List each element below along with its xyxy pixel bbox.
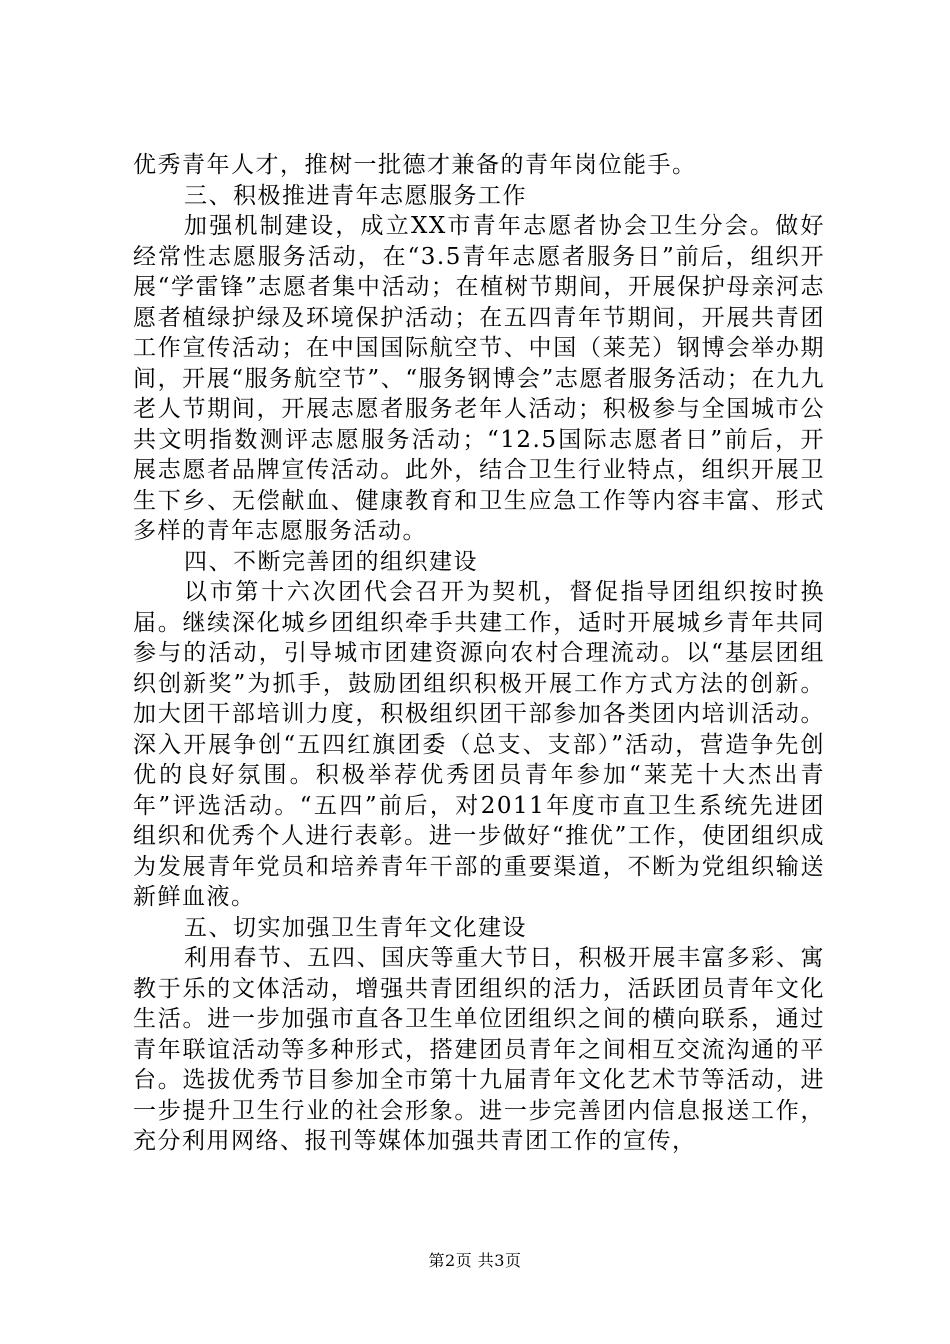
document-body <box>133 150 825 1157</box>
paragraph-organization-building: 以市第十六次团代会召开为契机，督促指导团组织按时换届。继续深化城乡团组织牵手共建工作，适时开展城乡青年共同参与的活动，引导城市团建资源向农村合理流动。以“基层团组织创新奖”为抓手，鼓励团组织积极开展工作方式方法的创新。加大团干部培训力度，积极组织团干部参加各类团内培训活动。深入开展争创“五四红旗团委（总支、支部）”活动，营造争先创优的良好氛围。积极举荐优秀团员青年参加“莱芜十大杰出青年”评选活动。“五四”前后，对2011年度市直卫生系统先进团组织和优秀个人进行表彰。进一步做好“推优”工作，使团组织成为发展青年党员和培养青年干部的重要渠道，不断为党组织输送新鲜血液。 <box>133 579 825 910</box>
paragraph-continuation: 优秀青年人才，推树一批德才兼备的青年岗位能手。 <box>133 152 697 178</box>
page-footer <box>0 1248 950 1271</box>
paragraph-culture-building: 利用春节、五四、国庆等重大节日，积极开展丰富多彩、寓教于乐的文体活动，增强共青团组织的活力，活跃团员青年文化生活。进一步加强市直各卫生单位团组织之间的横向联系，通过青年联谊活动等多种形式，搭建团员青年之间相互交流沟通的平台。选拔优秀节目参加全市第十九届青年文化艺术节等活动，进一步提升卫生行业的社会形象。进一步完善团内信息报送工作，充分利用网络、报刊等媒体加强共青团工作的宣传， <box>133 945 825 1154</box>
section-heading-5: 五、切实加强卫生青年文化建设 <box>184 914 527 941</box>
paragraph-volunteer-service: 加强机制建设，成立XX市青年志愿者协会卫生分会。做好经常性志愿服务活动，在“3.5青年志愿者服务日”前后，组织开展“学雷锋”志愿者集中活动；在植树节期间，开展保护母亲河志愿者植绿护绿及环境保护活动；在五四青年节期间，开展共青团工作宣传活动；在中国国际航空节、中国（莱芜）钢博会举办期间，开展“服务航空节”、“服务钢博会”志愿者服务活动；在九九老人节期间，开展志愿者服务老年人活动；积极参与全国城市公共文明指数测评志愿服务活动；“12.5国际志愿者日”前后，开展志愿者品牌宣传活动。此外，结合卫生行业特点，组织开展卫生下乡、无偿献血、健康教育和卫生应急工作等内容丰富、形式多样的青年志愿服务活动。 <box>133 213 825 544</box>
section-heading-3: 三、积极推进青年志愿服务工作 <box>184 182 527 209</box>
page-number: 第2页 共3页 <box>428 1251 522 1270</box>
section-heading-4: 四、不断完善团的组织建设 <box>184 548 478 575</box>
